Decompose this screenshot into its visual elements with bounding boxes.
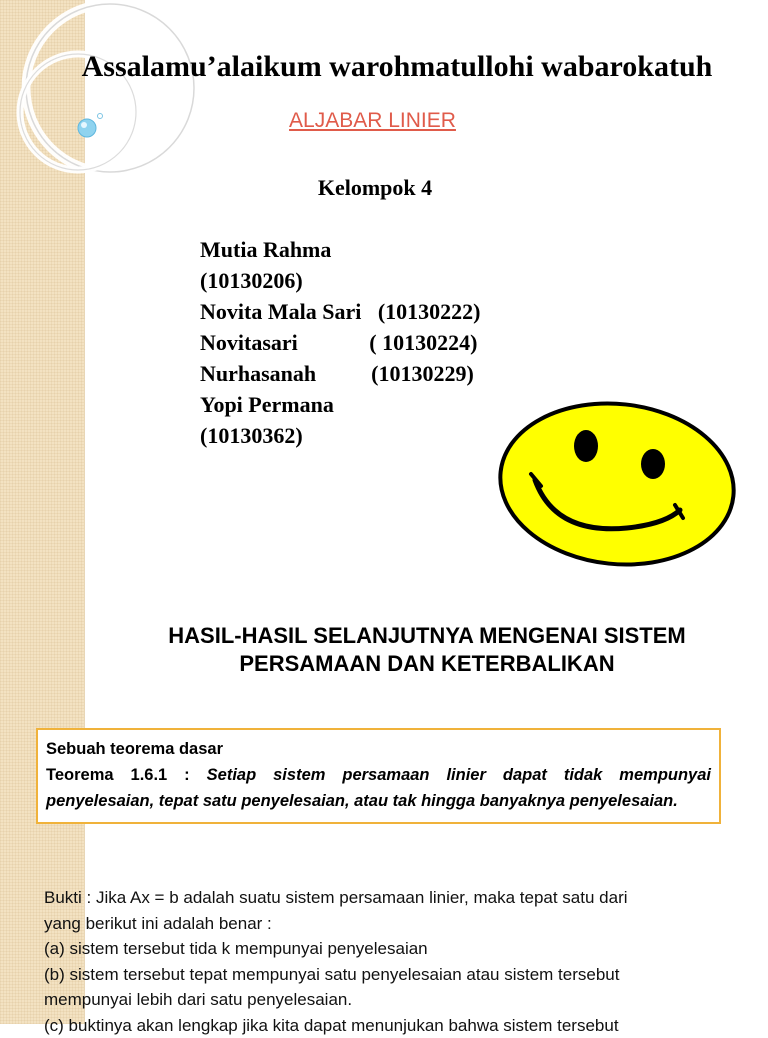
member-row: Novitasari ( 10130224) [200, 327, 560, 358]
proof-line: Bukti : Jika Ax = b adalah suatu sistem persamaan linier, maka tepat satu dari [44, 885, 714, 911]
smiley-face-icon [495, 400, 740, 570]
section-heading-line: HASIL-HASIL SELANJUTNYA MENGENAI SISTEM [86, 622, 768, 650]
subject-title: ALJABAR LINIER [200, 109, 545, 133]
theorem-title: Sebuah teorema dasar [46, 736, 711, 762]
section-heading-line: PERSAMAAN DAN KETERBALIKAN [86, 650, 768, 678]
decorative-circles [0, 0, 220, 220]
member-row: Novita Mala Sari (10130222) [200, 296, 560, 327]
member-row: Nurhasanah (10130229) [200, 358, 560, 389]
proof-line: (b) sistem tersebut tepat mempunyai satu penyelesaian atau sistem tersebut [44, 962, 714, 988]
theorem-number: Teorema 1.6.1 : [46, 766, 190, 784]
proof-text [44, 885, 714, 1038]
theorem-box [36, 728, 721, 824]
section-heading [86, 622, 768, 678]
theorem-statement: Setiap sistem persamaan linier dapat tidak mempunyai penyelesaian, tepat satu penyelesaian, atau tak hingga banyaknya penyelesaian. [46, 766, 711, 810]
member-row: Yopi Permana [200, 389, 560, 420]
greeting-title: Assalamu’alaikum warohmatullohi wabarokatuh [0, 50, 768, 84]
member-row: (10130206) [200, 265, 560, 296]
group-title: Kelompok 4 [300, 175, 450, 201]
proof-line: mempunyai lebih dari satu penyelesaian. [44, 987, 714, 1013]
proof-line: (a) sistem tersebut tida k mempunyai penyelesaian [44, 936, 714, 962]
member-row: (10130362) [200, 420, 560, 451]
member-row: Mutia Rahma [200, 234, 560, 265]
proof-line: yang berikut ini adalah benar : [44, 911, 714, 937]
theorem-body [46, 762, 711, 814]
proof-line: (c) buktinya akan lengkap jika kita dapat menunjukan bahwa sistem tersebut [44, 1013, 714, 1038]
